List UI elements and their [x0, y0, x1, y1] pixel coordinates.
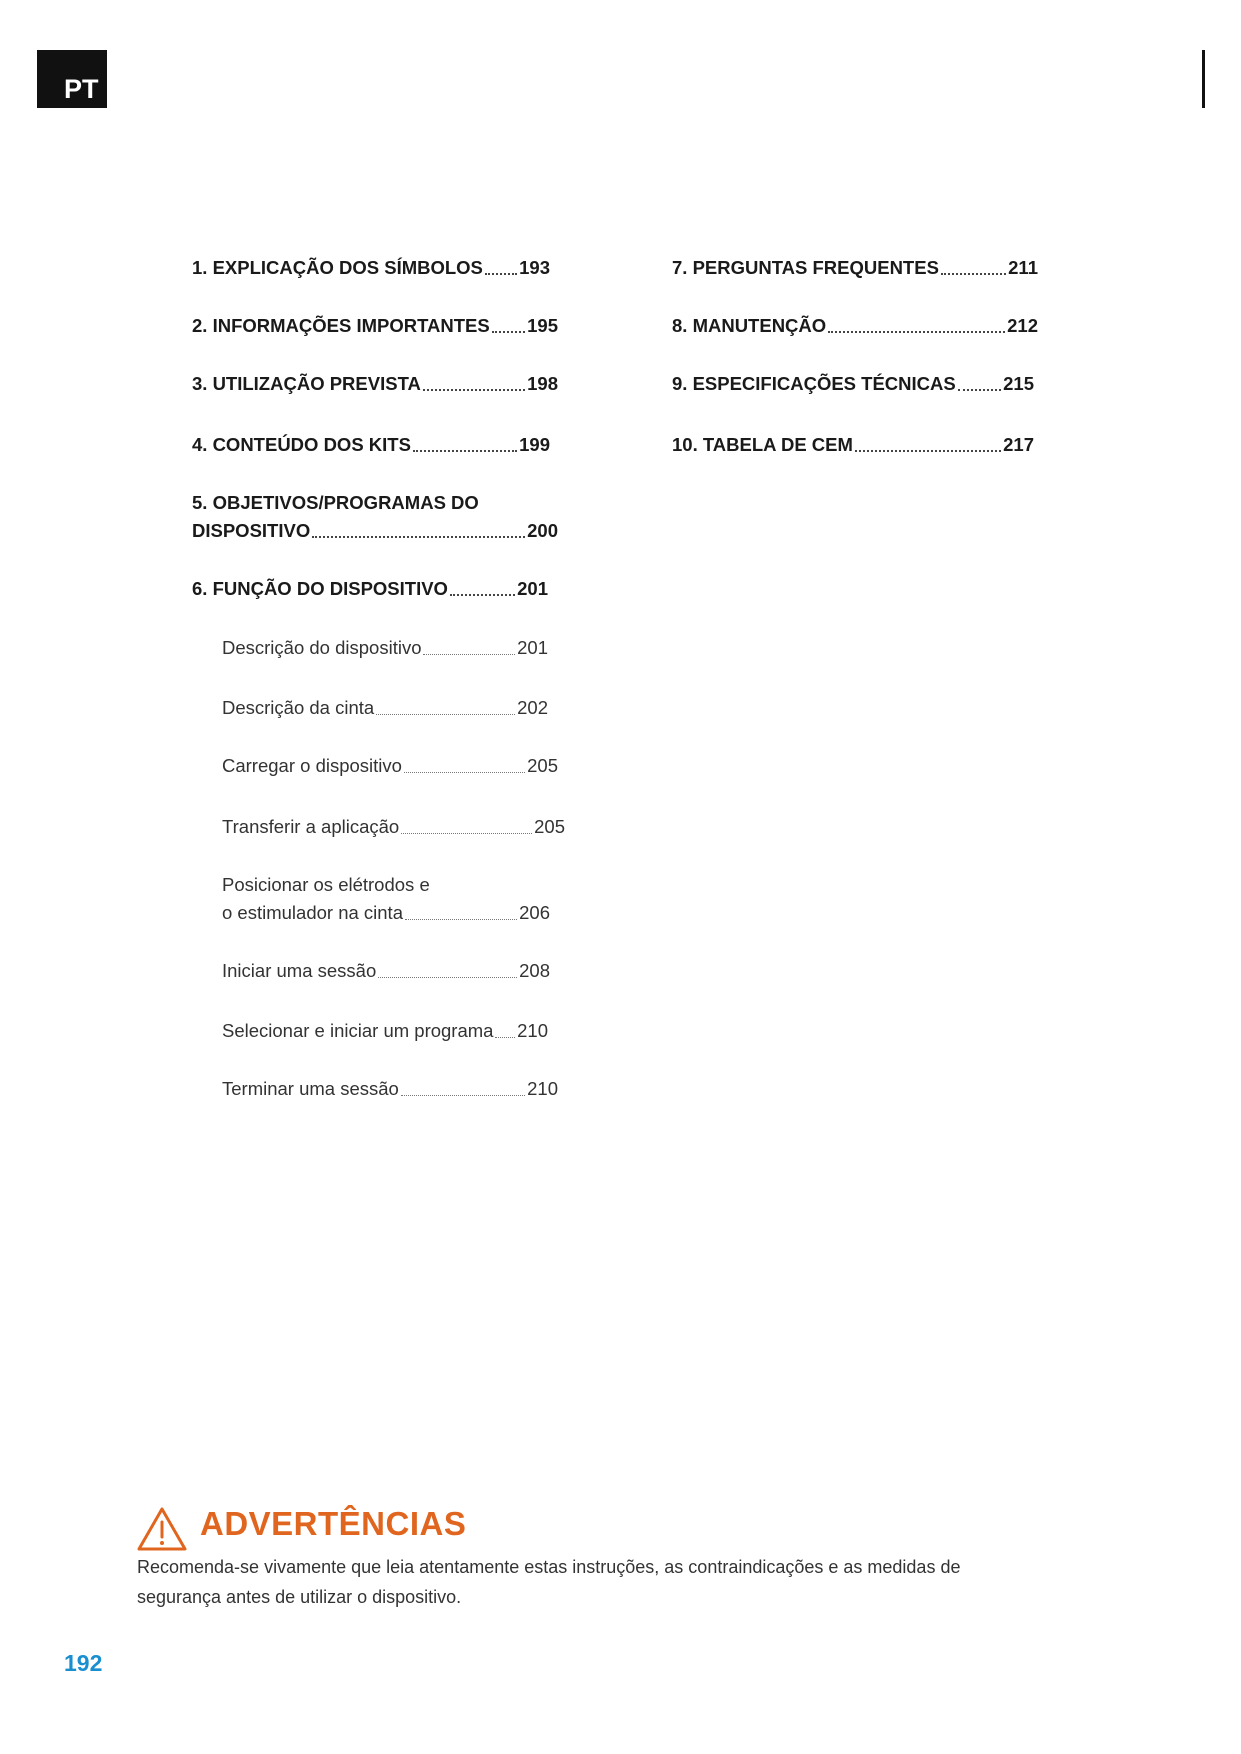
toc-entry-title: DISPOSITIVO	[192, 520, 311, 541]
toc-sub-title: o estimulador na cinta	[222, 902, 403, 923]
toc-sub-start-session[interactable]	[222, 957, 550, 985]
warning-triangle-icon	[136, 1506, 188, 1552]
leader-dots	[413, 450, 517, 452]
leader-dots	[312, 536, 525, 538]
toc-entry-page: 201	[517, 578, 548, 599]
leader-dots	[492, 331, 525, 333]
toc-entry-title: 2. INFORMAÇÕES IMPORTANTES	[192, 315, 490, 336]
toc-sub-download-app[interactable]	[222, 813, 565, 841]
leader-dots	[485, 273, 517, 275]
toc-entry-title: 9. ESPECIFICAÇÕES TÉCNICAS	[672, 373, 956, 394]
toc-sub-title: Descrição da cinta	[222, 697, 375, 718]
leader-dots	[423, 654, 515, 655]
toc-entry-page: 215	[1003, 373, 1034, 394]
toc-sub-title: Descrição do dispositivo	[222, 637, 422, 658]
toc-sub-page: 208	[519, 960, 550, 981]
leader-dots	[450, 594, 515, 596]
leader-dots	[855, 450, 1001, 452]
toc-entry-maintenance[interactable]	[672, 312, 1038, 340]
toc-entry-page: 200	[527, 520, 558, 541]
toc-sub-title: Iniciar uma sessão	[222, 960, 377, 981]
toc-entry-title: 6. FUNÇÃO DO DISPOSITIVO	[192, 578, 448, 599]
leader-dots	[405, 919, 517, 920]
toc-entry-symbols[interactable]	[192, 254, 550, 282]
toc-sub-page: 210	[517, 1020, 548, 1041]
toc-sub-page: 205	[534, 816, 565, 837]
toc-entry-title: 8. MANUTENÇÃO	[672, 315, 827, 336]
leader-dots	[401, 833, 532, 834]
toc-sub-title: Selecionar e iniciar um programa	[222, 1020, 494, 1041]
warning-title: ADVERTÊNCIAS	[200, 1505, 467, 1542]
toc-sub-page: 210	[527, 1078, 558, 1099]
toc-sub-page: 206	[519, 902, 550, 923]
toc-entry-page: 217	[1003, 434, 1034, 455]
leader-dots	[828, 331, 1005, 333]
leader-dots	[423, 389, 525, 391]
toc-entry-title: 4. CONTEÚDO DOS KITS	[192, 434, 411, 455]
toc-entry-tech-specs[interactable]	[672, 370, 1034, 398]
toc-entry-emc-table[interactable]	[672, 431, 1034, 459]
toc-entry-page: 199	[519, 434, 550, 455]
toc-entry-device-function[interactable]	[192, 575, 548, 603]
toc-sub-charge-device[interactable]	[222, 752, 558, 780]
toc-entry-title: 10. TABELA DE CEM	[672, 434, 853, 455]
toc-entry-kit-contents[interactable]	[192, 431, 550, 459]
toc-entry-page: 198	[527, 373, 558, 394]
toc-entry-programs-line1: 5. OBJETIVOS/PROGRAMAS DO	[192, 492, 479, 513]
toc-sub-belt-description[interactable]	[222, 694, 548, 722]
leader-dots	[401, 1095, 525, 1096]
toc-sub-page: 201	[517, 637, 548, 658]
header-rule	[1202, 50, 1205, 108]
leader-dots	[941, 273, 1006, 275]
toc-entry-page: 212	[1007, 315, 1038, 336]
warning-text: Recomenda-se vivamente que leia atentamente estas instruções, as contraindicações e as medidas de segurança antes de utilizar o dispositivo.	[137, 1557, 961, 1607]
leader-dots	[378, 977, 517, 978]
toc-sub-page: 205	[527, 755, 558, 776]
leader-dots	[958, 389, 1001, 391]
toc-entry-page: 211	[1008, 257, 1038, 278]
toc-sub-device-description[interactable]	[222, 634, 548, 662]
toc-entry-faq[interactable]	[672, 254, 1038, 282]
toc-entry-title: 7. PERGUNTAS FREQUENTES	[672, 257, 939, 278]
toc-entry-title: 1. EXPLICAÇÃO DOS SÍMBOLOS	[192, 257, 483, 278]
toc-sub-title: Transferir a aplicação	[222, 816, 400, 837]
toc-entry-title: 3. UTILIZAÇÃO PREVISTA	[192, 373, 421, 394]
toc-sub-title: Terminar uma sessão	[222, 1078, 399, 1099]
toc-sub-position-line1: Posicionar os elétrodos e	[222, 874, 430, 895]
page-number: 192	[64, 1650, 103, 1676]
toc-sub-position-electrodes[interactable]	[222, 899, 550, 927]
leader-dots	[495, 1037, 515, 1038]
toc-sub-select-program[interactable]	[222, 1017, 548, 1045]
toc-sub-end-session[interactable]	[222, 1075, 558, 1103]
toc-sub-title: Carregar o dispositivo	[222, 755, 402, 776]
toc-entry-programs[interactable]	[192, 517, 558, 545]
toc-entry-intended-use[interactable]	[192, 370, 558, 398]
toc-entry-important-info[interactable]	[192, 312, 558, 340]
language-tag: PT	[37, 50, 107, 108]
leader-dots	[376, 714, 515, 715]
toc-entry-page: 195	[527, 315, 558, 336]
toc-entry-page: 193	[519, 257, 550, 278]
toc-sub-page: 202	[517, 697, 548, 718]
leader-dots	[404, 772, 525, 773]
